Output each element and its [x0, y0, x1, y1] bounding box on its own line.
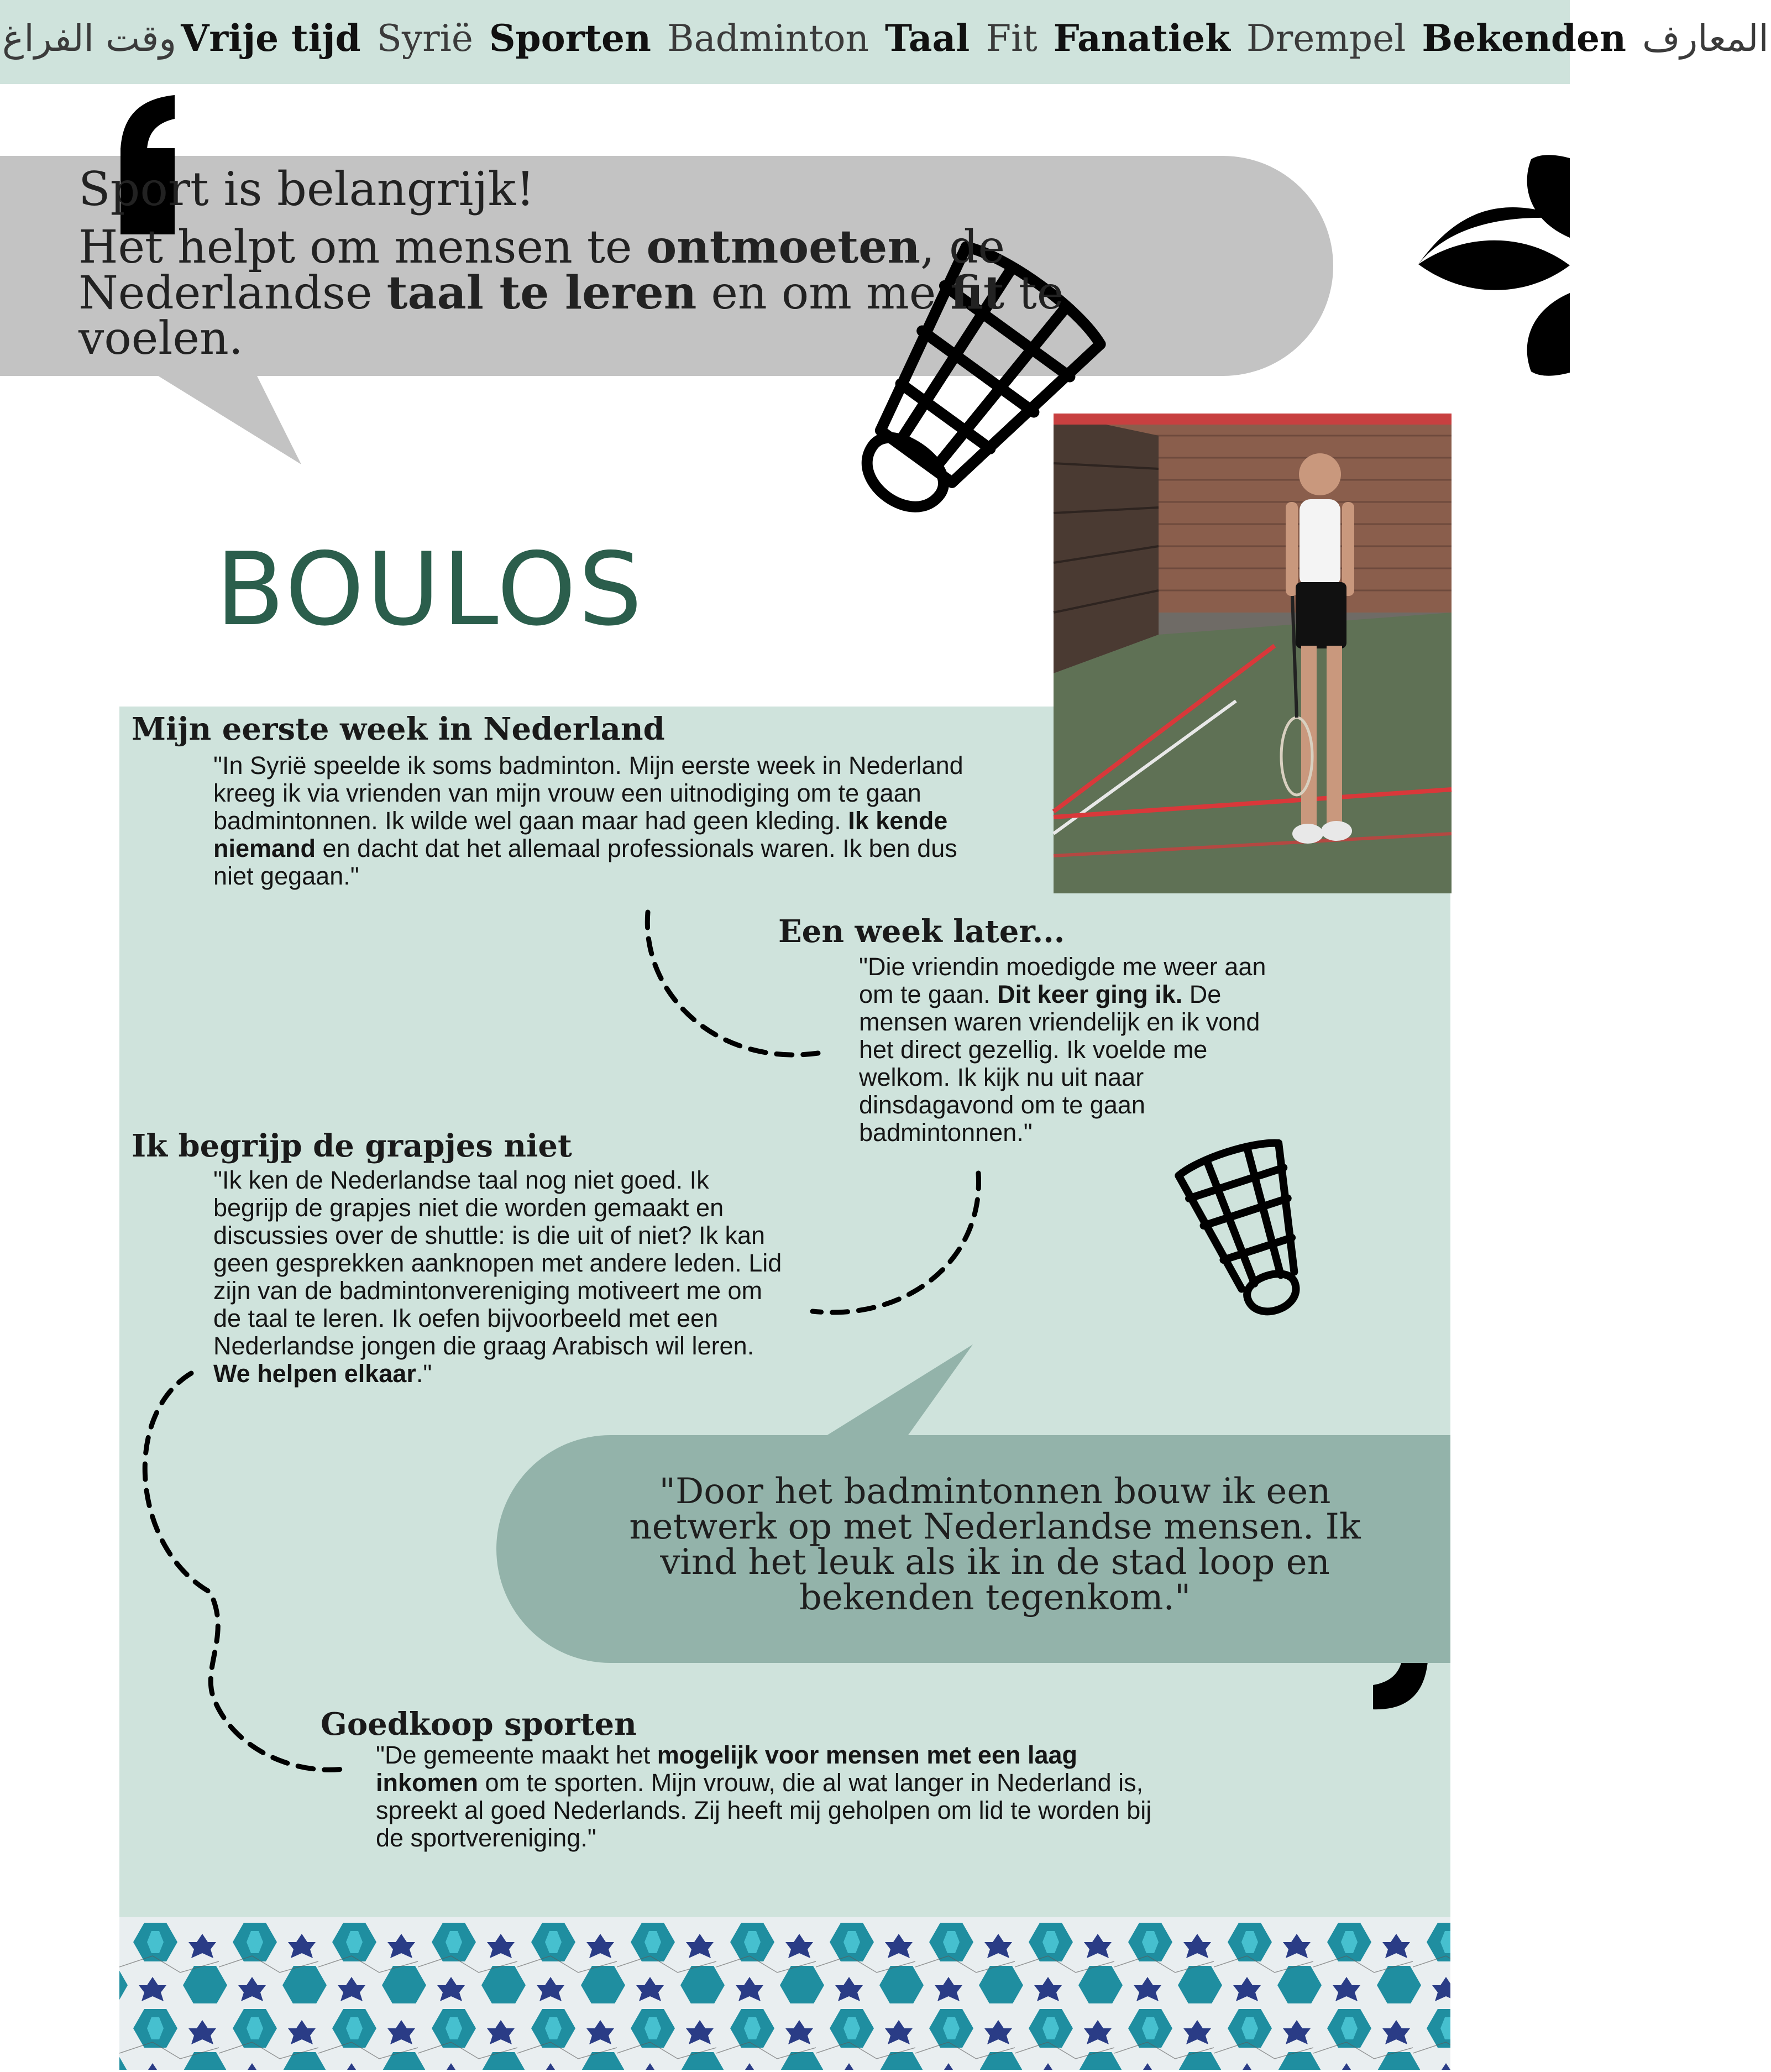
player-photo: [1054, 414, 1452, 893]
keyword: المعارف: [1642, 17, 1769, 60]
section-body: "In Syrië speelde ik soms badminton. Mijn eerste week in Nederland kreeg ik via vrienden van mijn vrouw een uitnodiging om te gaan badmintonnen. Ik wilde wel gaan maar had geen kleding. Ik kende niemand en dacht dat het allemaal professionals waren. Ik ben dus niet gegaan.": [213, 751, 963, 890]
quote-line: Het helpt om mensen te ontmoeten, de: [78, 221, 1005, 274]
keyword: Drempel: [1246, 17, 1406, 60]
keyword: Bekenden: [1422, 17, 1626, 60]
speech-bubble-tail: [824, 1344, 973, 1437]
section-heading: Ik begrijp de grapjes niet: [132, 1128, 572, 1164]
keyword: Fanatiek: [1053, 17, 1230, 60]
section-heading: Een week later...: [778, 913, 1065, 950]
section-heading: Goedkoop sporten: [321, 1706, 637, 1743]
keyword: Syrië: [376, 17, 473, 60]
quote-line: Nederlandse taal te leren en om me fit te voelen.: [78, 266, 1064, 365]
quote-bottom: "Door het badmintonnen bouw ik een netwerk op met Nederlandse mensen. Ik vind het leuk als ik in de stad loop en bekenden tegenkom.": [629, 1471, 1361, 1618]
keyword: وقت الفراغ: [2, 17, 177, 60]
section-heading: Mijn eerste week in Nederland: [132, 711, 665, 747]
keyword: Badminton: [667, 17, 869, 60]
section-body: "Die vriendin moedigde me weer aan om te gaan. Dit keer ging ik. De mensen waren vriendelijk en ik vond het direct gezellig. Ik voelde me welkom. Ik kijk nu uit naar dinsdagavond om te gaan badmintonnen.": [859, 953, 1266, 1147]
keyword: Vrije tijd: [181, 17, 361, 60]
page-title: BOULOS: [216, 531, 645, 648]
keyword: Fit: [986, 17, 1038, 60]
quote-line: Sport is belangrijk!: [78, 162, 535, 216]
tile-pattern-strip: [119, 1917, 1450, 2070]
shuttlecock-icon: [1176, 1136, 1327, 1326]
speech-bubble-tail: [149, 370, 301, 464]
quote-top: [78, 162, 1239, 365]
section-body: "De gemeente maakt het mogelijk voor mensen met een laag inkomen om te sporten. Mijn vrouw, die al wat langer in Nederland is, spreekt al goed Nederlands. Zij heeft mij geholpen om lid te worden bij de sportvereniging.": [376, 1741, 1152, 1852]
keyword: Taal: [884, 17, 970, 60]
section-body: "Ik ken de Nederlandse taal nog niet goed. Ik begrijp de grapjes niet die worden gemaakt en discussies over de shuttle: is die uit of niet? Ik kan geen gesprekken aanknopen met andere leden. Lid zijn van de badmintonvereniging motiveert me om de taal te leren. Ik oefen bijvoorbeeld met een Nederlandse jongen die graag Arabisch wil leren. We helpen elkaar.": [213, 1166, 782, 1388]
leaf-ornament-icon: [1418, 155, 1570, 376]
keyword: Sporten: [489, 17, 651, 60]
